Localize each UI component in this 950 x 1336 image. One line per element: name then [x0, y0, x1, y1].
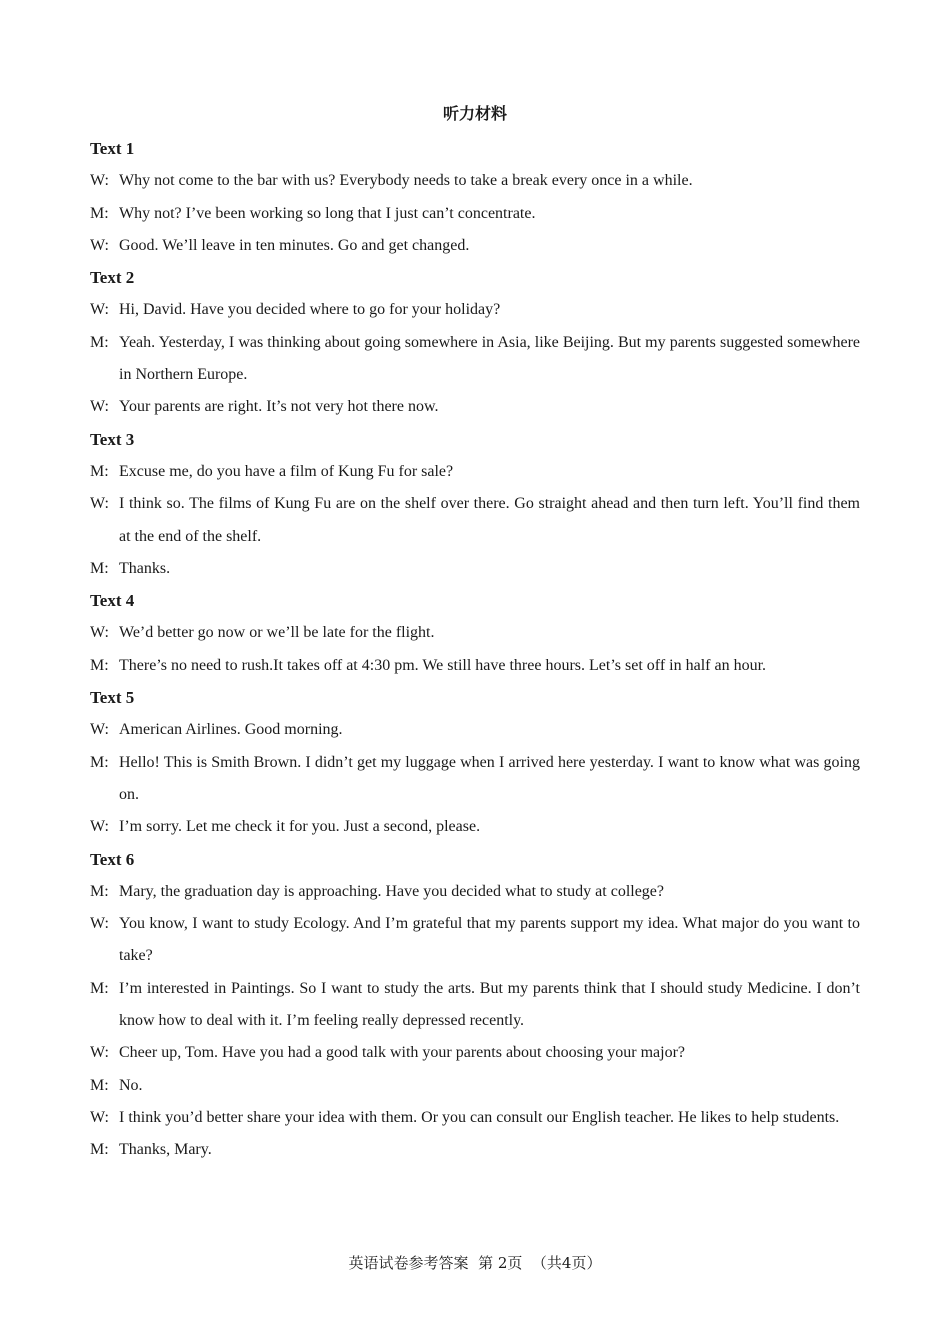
speaker-label: W:: [90, 818, 109, 836]
page-title: 听力材料: [442, 104, 507, 123]
dialogue-text: Excuse me, do you have a film of Kung Fu for sale?: [119, 462, 454, 480]
speaker-label: M:: [90, 1076, 109, 1094]
page-footer: 英语试卷参考答案 第 2页 （共4页）: [348, 1254, 602, 1272]
dialogue-text: Hi, David. Have you decided where to go for your holiday?: [119, 301, 501, 319]
dialogue-line: [90, 650, 860, 682]
dialogue-text: I think you’d better share your idea with them. Or you can consult our English teacher. He likes to help students.: [119, 1108, 840, 1126]
speaker-label: W:: [90, 172, 109, 190]
section-text-3: [90, 424, 860, 585]
dialogue-line: [90, 1102, 860, 1134]
speaker-label: M:: [90, 204, 109, 222]
dialogue-text: Mary, the graduation day is approaching. Have you decided what to study at college?: [119, 882, 665, 900]
section-heading: Text 1: [90, 139, 135, 158]
speaker-label: M:: [90, 753, 109, 771]
speaker-label: M:: [90, 462, 109, 480]
dialogue-line: [90, 327, 860, 392]
section-heading: Text 2: [90, 268, 135, 288]
speaker-label: M:: [90, 333, 109, 351]
dialogue-text: Thanks, Mary.: [119, 1141, 212, 1159]
section-heading: Text 5: [90, 688, 135, 708]
dialogue-line: [90, 714, 860, 746]
dialogue-line: [90, 908, 860, 973]
dialogue-text: Cheer up, Tom. Have you had a good talk with your parents about choosing your major?: [119, 1044, 686, 1062]
speaker-label: M:: [90, 1141, 109, 1159]
speaker-label: M:: [90, 656, 109, 674]
dialogue-text: Good. We’ll leave in ten minutes. Go and get changed.: [119, 236, 470, 254]
dialogue-text: I think so. The films of Kung Fu are on the shelf over there. Go straight ahead and then turn left. You’ll find them at the end of the shelf.: [119, 495, 860, 545]
dialogue-line: [90, 1070, 860, 1102]
dialogue-line: [90, 456, 860, 488]
section-text-1: [90, 133, 860, 262]
dialogue-line: [90, 747, 860, 812]
speaker-label: M:: [90, 979, 109, 997]
section-heading: Text 3: [90, 429, 135, 449]
section-text-6: [90, 844, 860, 1167]
dialogue-text: There’s no need to rush.It takes off at 4:30 pm. We still have three hours. Let’s set off in half an hour.: [119, 656, 767, 674]
dialogue-line: [90, 198, 860, 230]
section-text-5: [90, 682, 860, 843]
speaker-label: W:: [90, 1108, 109, 1126]
dialogue-text: Yeah. Yesterday, I was thinking about going somewhere in Asia, like Beijing. But my parents suggested somewhere in Northern Europe.: [119, 333, 860, 384]
dialogue-line: [90, 391, 860, 423]
speaker-label: M:: [90, 882, 109, 900]
dialogue-line: [90, 553, 860, 585]
dialogue-text: I’m sorry. Let me check it for you. Just a second, please.: [119, 818, 481, 836]
speaker-label: W:: [90, 236, 109, 254]
dialogue-line: [90, 1134, 860, 1166]
dialogue-line: [90, 876, 860, 908]
speaker-label: W:: [90, 624, 109, 642]
speaker-label: M:: [90, 559, 109, 577]
dialogue-text: American Airlines. Good morning.: [119, 721, 343, 739]
section-text-2: [90, 262, 860, 423]
speaker-label: W:: [90, 495, 109, 513]
speaker-label: W:: [90, 301, 109, 319]
dialogue-text: You know, I want to study Ecology. And I’m grateful that my parents support my idea. What major do you want to take?: [119, 915, 860, 965]
speaker-label: W:: [90, 1044, 109, 1062]
dialogue-line: [90, 811, 860, 843]
dialogue-text: Thanks.: [119, 559, 171, 577]
dialogue-line: [90, 294, 860, 326]
dialogue-text: No.: [119, 1076, 143, 1094]
speaker-label: W:: [90, 721, 109, 739]
section-heading: Text 6: [90, 849, 135, 869]
dialogue-line: [90, 230, 860, 262]
section-text-4: [90, 585, 860, 682]
dialogue-line: [90, 973, 860, 1038]
listening-transcript: [90, 133, 860, 1167]
dialogue-line: [90, 1037, 860, 1069]
dialogue-text: I’m interested in Paintings. So I want to study the arts. But my parents think that I should study Medicine. I don’t know how to deal with it. I’m feeling really depressed recently.: [119, 979, 860, 1030]
dialogue-text: Hello! This is Smith Brown. I didn’t get my luggage when I arrived here yesterday. I want to know what was going on.: [119, 753, 860, 803]
section-heading: Text 4: [90, 591, 135, 611]
dialogue-line: [90, 165, 860, 197]
dialogue-line: [90, 488, 860, 553]
dialogue-text: Why not? I’ve been working so long that I just can’t concentrate.: [119, 204, 536, 222]
dialogue-text: Why not come to the bar with us? Everybody needs to take a break every once in a while.: [119, 172, 693, 190]
speaker-label: W:: [90, 915, 109, 933]
dialogue-line: [90, 617, 860, 649]
speaker-label: W:: [90, 398, 109, 416]
dialogue-text: Your parents are right. It’s not very hot there now.: [119, 398, 439, 416]
dialogue-text: We’d better go now or we’ll be late for the flight.: [119, 624, 435, 642]
